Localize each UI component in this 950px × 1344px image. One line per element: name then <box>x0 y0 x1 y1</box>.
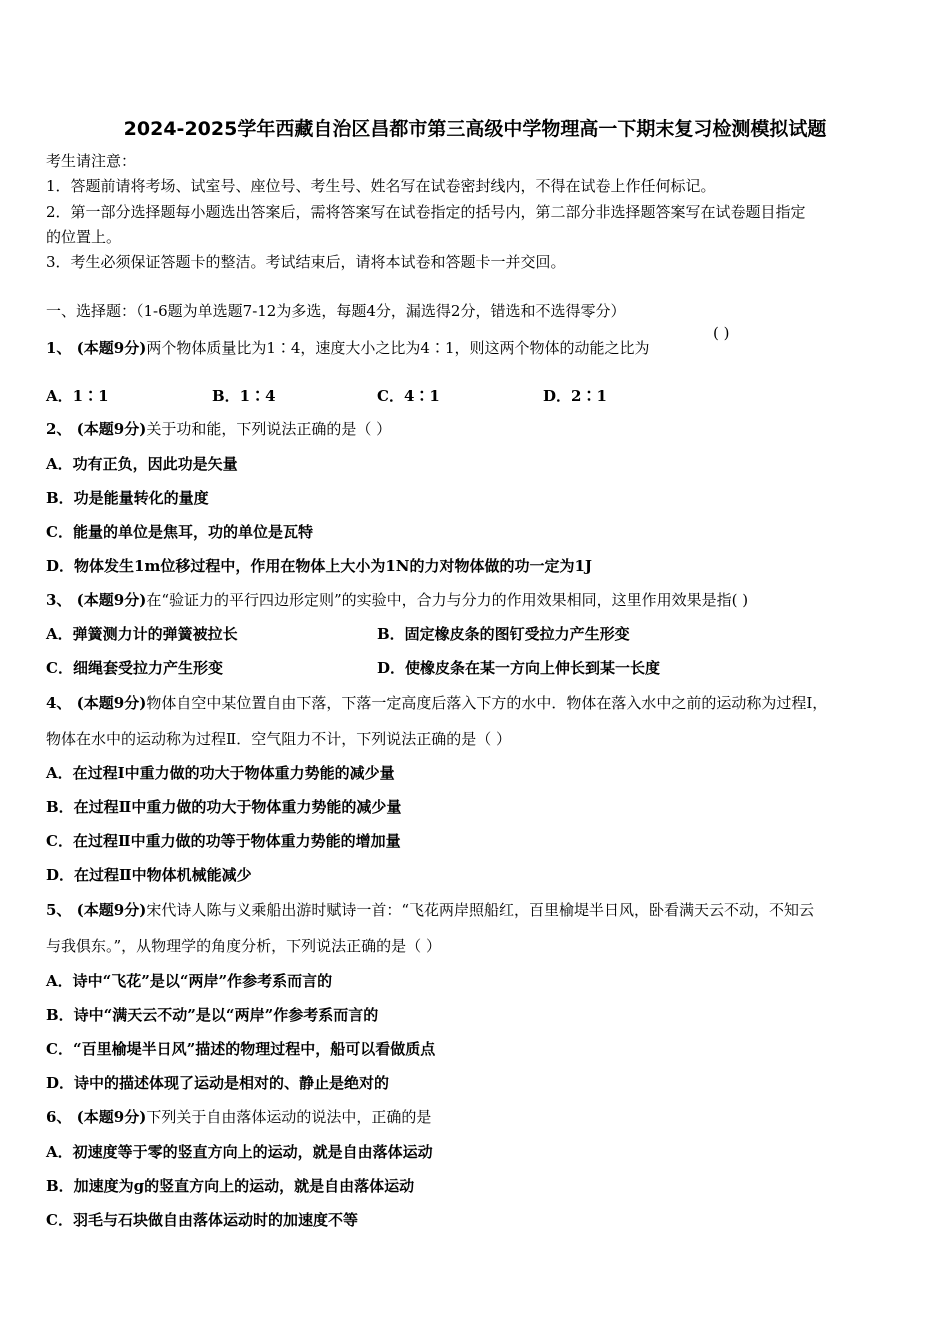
question-number: 6、 <box>46 1108 72 1126</box>
question-tag: (本题9分) <box>76 694 147 712</box>
option-b: B．固定橡皮条的图钉受拉力产生形变 <box>377 625 630 643</box>
question-tag: (本题9分) <box>76 591 147 609</box>
option-a: A．1∶1 <box>46 387 109 405</box>
notice-item-2: 2．第一部分选择题每小题选出答案后，需将答案写在试卷指定的括号内，第二部分非选择题答案写在试卷题目指定 <box>46 203 806 221</box>
question-number: 5、 <box>46 901 72 919</box>
question-stem: 下列关于自由落体运动的说法中，正确的是 <box>146 1108 432 1126</box>
option-b: B．加速度为g的竖直方向上的运动，就是自由落体运动 <box>46 1177 415 1195</box>
option-d: D．2∶1 <box>543 387 607 405</box>
option-c: C．在过程Ⅱ中重力做的功等于物体重力势能的增加量 <box>46 832 401 850</box>
question-1 <box>46 338 650 358</box>
question-number: 3、 <box>46 591 72 609</box>
question-number: 1、 <box>46 339 72 357</box>
option-c: C．细绳套受拉力产生形变 <box>46 659 223 677</box>
notice-item-3: 3．考生必须保证答题卡的整洁。考试结束后，请将本试卷和答题卡一并交回。 <box>46 253 566 271</box>
question-stem: 物体自空中某位置自由下落，下落一定高度后落入下方的水中．物体在落入水中之前的运动称为过程Ⅰ， <box>146 694 828 712</box>
question-number: 4、 <box>46 694 72 712</box>
question-tag: (本题9分) <box>76 1108 147 1126</box>
section-header: 一、选择题：（1-6题为单选题7-12为多选，每题4分，漏选得2分，错选和不选得零分） <box>46 302 626 320</box>
option-c: C．4∶1 <box>377 387 440 405</box>
question-stem: 宋代诗人陈与义乘船出游时赋诗一首：“飞花两岸照船红，百里榆堤半日风，卧看满天云不动，不知云 <box>146 901 814 919</box>
option-c: C．“百里榆堤半日风”描述的物理过程中，船可以看做质点 <box>46 1040 436 1058</box>
question-number: 2、 <box>46 420 72 438</box>
question-4-stem-cont: 物体在水中的运动称为过程Ⅱ．空气阻力不计，下列说法正确的是（ ） <box>46 730 511 748</box>
notice-heading: 考生请注意： <box>46 152 137 170</box>
question-3 <box>46 590 748 610</box>
option-b: B．功是能量转化的量度 <box>46 489 209 507</box>
question-tag: (本题9分) <box>76 420 147 438</box>
notice-item-1: 1．答题前请将考场、试室号、座位号、考生号、姓名写在试卷密封线内，不得在试卷上作任何标记。 <box>46 177 716 195</box>
page-title: 2024-2025学年西藏自治区昌都市第三高级中学物理高一下期末复习检测模拟试题 <box>123 118 827 140</box>
question-5-stem-cont: 与我俱东。”，从物理学的角度分析，下列说法正确的是（ ） <box>46 937 441 955</box>
option-a: A．弹簧测力计的弹簧被拉长 <box>46 625 238 643</box>
option-a: A．在过程Ⅰ中重力做的功大于物体重力势能的减少量 <box>46 764 395 782</box>
option-c: C．能量的单位是焦耳，功的单位是瓦特 <box>46 523 313 541</box>
option-b: B．诗中“满天云不动”是以“两岸”作参考系而言的 <box>46 1006 379 1024</box>
option-b: B．在过程Ⅱ中重力做的功大于物体重力势能的减少量 <box>46 798 402 816</box>
question-stem: 关于功和能，下列说法正确的是（ ） <box>146 420 392 438</box>
notice-item-2-cont: 的位置上。 <box>46 228 122 246</box>
question-stem: 在“验证力的平行四边形定则”的实验中，合力与分力的作用效果相同，这里作用效果是指( ) <box>146 591 749 609</box>
option-d: D．诗中的描述体现了运动是相对的、静止是绝对的 <box>46 1074 390 1092</box>
option-a: A．诗中“飞花”是以“两岸”作参考系而言的 <box>46 972 333 990</box>
option-a: A．初速度等于零的竖直方向上的运动，就是自由落体运动 <box>46 1143 433 1161</box>
option-d: D．物体发生1m位移过程中，作用在物体上大小为1N的力对物体做的功一定为1J <box>46 557 593 575</box>
question-2 <box>46 419 391 439</box>
option-b: B．1∶4 <box>212 387 276 405</box>
question-stem: 两个物体质量比为1∶4，速度大小之比为4∶1，则这两个物体的动能之比为 <box>146 339 650 357</box>
question-tag: (本题9分) <box>76 901 147 919</box>
question-5 <box>46 900 814 920</box>
question-tag: (本题9分) <box>76 339 147 357</box>
option-c: C．羽毛与石块做自由落体运动时的加速度不等 <box>46 1211 358 1229</box>
question-6 <box>46 1107 431 1127</box>
option-d: D．在过程Ⅱ中物体机械能减少 <box>46 866 252 884</box>
option-a: A．功有正负，因此功是矢量 <box>46 455 238 473</box>
option-d: D．使橡皮条在某一方向上伸长到某一长度 <box>377 659 661 677</box>
question-4 <box>46 693 827 713</box>
answer-paren: ( ) <box>713 324 730 342</box>
